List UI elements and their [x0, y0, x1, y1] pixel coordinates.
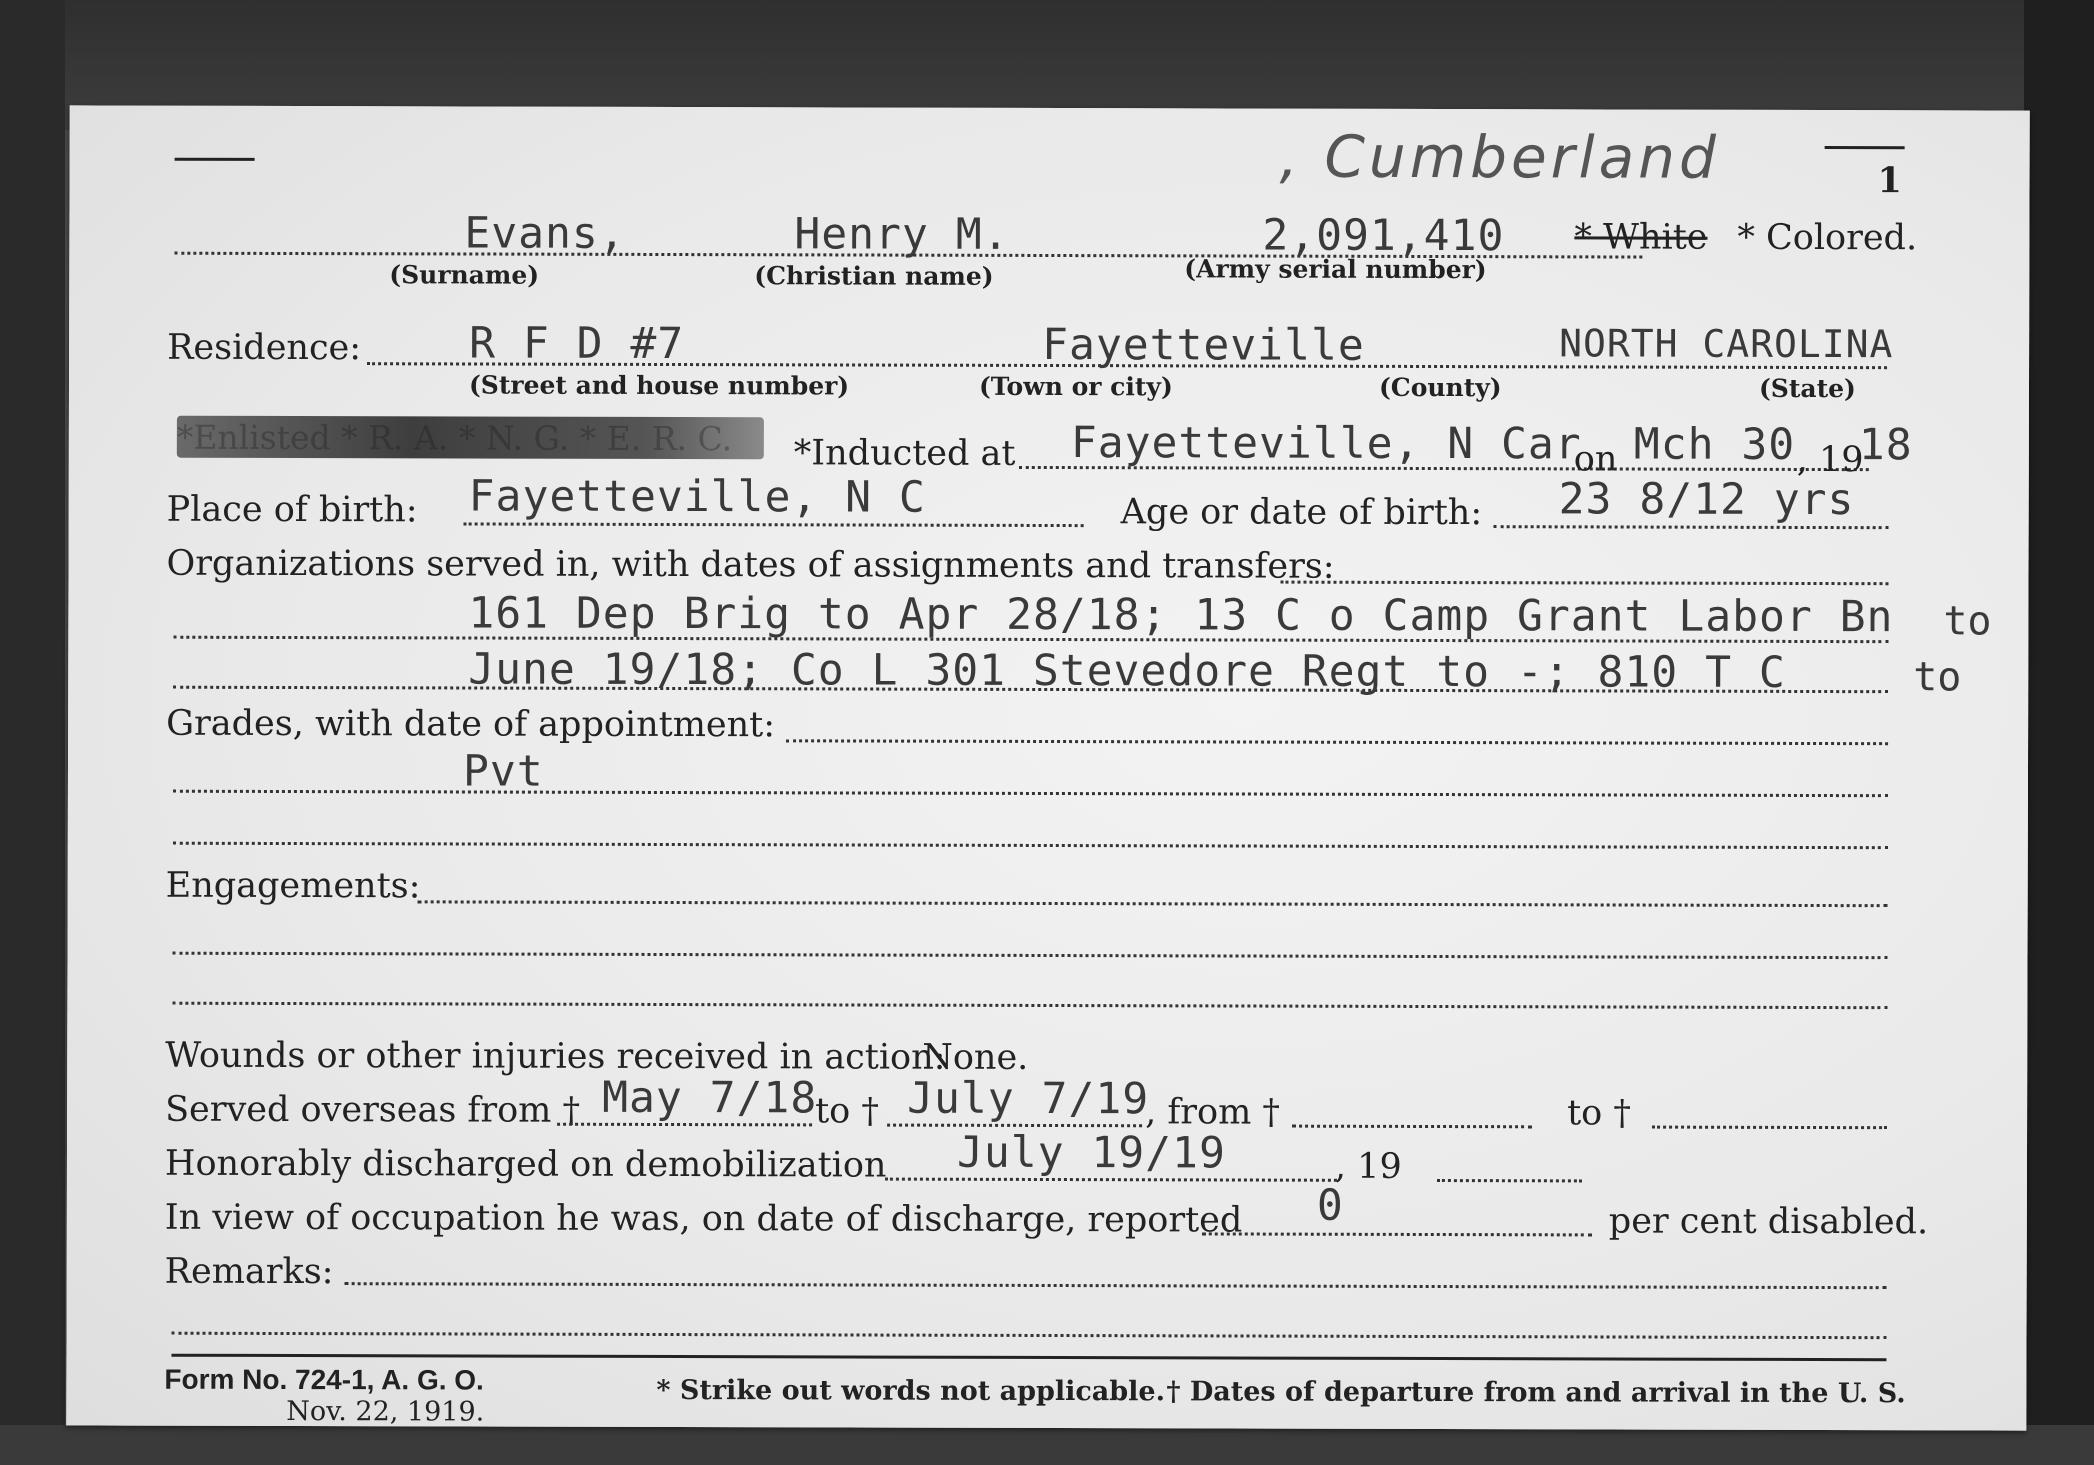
year-prefix-label: , 19 [1796, 439, 1864, 481]
remarks-line-1 [345, 1282, 1887, 1289]
overseas-to2-label: to † [1567, 1093, 1631, 1134]
inducted-date-value: Mch 30 [1633, 419, 1796, 470]
overseas-to-label: to † [815, 1091, 879, 1132]
form-date: Nov. 22, 1919. [286, 1396, 485, 1428]
inducted-year-value: 18 [1858, 420, 1913, 471]
top-left-rule [175, 158, 255, 161]
footnote-strike: * Strike out words not applicable. [656, 1374, 1166, 1408]
overseas-to-value: July 7/19 [907, 1073, 1150, 1125]
on-label: on [1573, 439, 1618, 480]
inducted-at-value: Fayetteville, N Car [1070, 418, 1582, 470]
state-label: (State) [1758, 373, 1856, 404]
discharge-line [885, 1178, 1337, 1182]
grades-label-line [786, 739, 1888, 745]
surname-label: (Surname) [389, 260, 540, 290]
scan-background-left [0, 0, 65, 1465]
organization-to-1: to [1943, 598, 1992, 645]
disabled-line [1202, 1232, 1592, 1236]
inducted-label: *Inducted at [793, 433, 1016, 474]
engagements-line-1 [418, 900, 1888, 907]
discharge-year-line [1437, 1179, 1582, 1182]
organization-value-2: June 19/18; Co L 301 Stevedore Regt to -; 810 T C [468, 644, 1786, 698]
overseas-from2-label: , from † [1145, 1092, 1280, 1133]
remarks-label: Remarks: [164, 1251, 334, 1293]
town-value: Fayetteville [1042, 319, 1365, 371]
age-value: 23 8/12 yrs [1558, 474, 1855, 526]
scan-background-right [2024, 0, 2094, 1465]
wounds-label: Wounds or other injuries received in action: [165, 1035, 946, 1078]
age-line [1494, 525, 1889, 529]
engagements-label: Engagements: [165, 865, 421, 907]
service-record-card [66, 105, 2029, 1430]
town-label: (Town or city) [978, 371, 1173, 402]
organization-to-2: to [1913, 654, 1962, 701]
discharge-date-value: July 19/19 [956, 1127, 1226, 1179]
organizations-label: Organizations served in, with dates of assignments and transfers: [166, 543, 1335, 587]
grades-line-1 [173, 790, 1888, 797]
footer-rule [171, 1354, 1886, 1361]
street-value: R F D #7 [469, 318, 685, 370]
serial-number-label: (Army serial number) [1184, 254, 1487, 285]
organizations-label-line [1280, 581, 1888, 586]
overseas-from2-line [1292, 1125, 1532, 1129]
christian-name-value: Henry M. [794, 209, 1010, 260]
grades-line-2 [173, 842, 1888, 849]
age-label: Age or date of birth: [1120, 492, 1483, 534]
residence-label: Residence: [167, 327, 362, 369]
surname-value: Evans, [464, 208, 626, 259]
top-right-rule [1825, 146, 1905, 149]
remarks-line-2 [172, 1332, 1887, 1339]
serial-number-value: 2,091,410 [1262, 210, 1505, 262]
county-label: (County) [1378, 372, 1502, 403]
footnote-dates: † Dates of departure from and arrival in the U. S. [1166, 1376, 1906, 1410]
per-cent-disabled-label: per cent disabled. [1608, 1201, 1929, 1243]
grade-value: Pvt [462, 746, 544, 797]
race-colored: * Colored. [1737, 217, 1918, 259]
form-number: Form No. 724-1, A. G. O. [164, 1363, 484, 1396]
percent-disabled-value: 0 [1316, 1180, 1344, 1231]
overseas-from-value: May 7/18 [602, 1072, 818, 1124]
birthplace-label: Place of birth: [166, 489, 418, 531]
state-value: NORTH CAROLINA [1559, 321, 1894, 367]
enlisted-struck-text: *Enlisted * R. A. * N. G. * E. R. C. [176, 417, 733, 459]
birthplace-line [464, 522, 1084, 527]
race-white-struck: * White [1574, 217, 1708, 258]
occupation-label: In view of occupation he was, on date of discharge, reported [164, 1197, 1243, 1241]
discharge-year-label: , 19 [1334, 1146, 1402, 1187]
overseas-from-label: Served overseas from † [165, 1089, 581, 1131]
engagements-line-3 [172, 1002, 1887, 1009]
organization-value-1: 161 Dep Brig to Apr 28/18; 13 C o Camp Grant Labor Bn [468, 588, 1894, 643]
birthplace-value: Fayetteville, N C [468, 471, 926, 523]
scan-background-bottom [0, 1425, 2094, 1465]
street-label: (Street and house number) [468, 370, 850, 401]
wounds-value: None. [922, 1037, 1029, 1078]
discharged-label: Honorably discharged on demobilization [164, 1143, 887, 1186]
county-handwritten: , Cumberland [1279, 122, 1720, 192]
christian-name-label: (Christian name) [754, 261, 994, 291]
grades-label: Grades, with date of appointment: [166, 703, 776, 746]
engagements-line-2 [173, 952, 1888, 959]
card-number: 1 [1877, 160, 1902, 202]
overseas-to2-line [1652, 1126, 1887, 1130]
